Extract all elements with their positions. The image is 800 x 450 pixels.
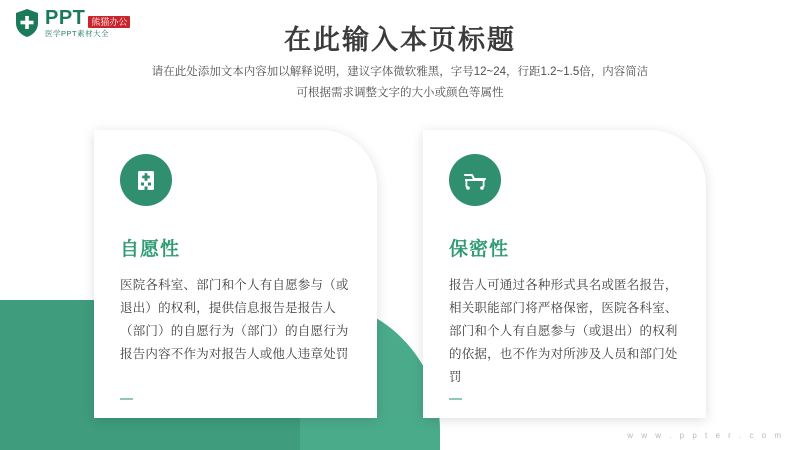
card-title: 自愿性: [120, 239, 181, 260]
card-divider: [449, 398, 462, 400]
logo-text: [45, 8, 130, 38]
hospital-building-icon: [120, 154, 172, 206]
card-confidential: [423, 130, 706, 418]
card-voluntary: [94, 130, 377, 418]
card-title: 保密性: [449, 239, 510, 260]
footer-watermark: w w w . p p t e r . c o m: [627, 431, 784, 440]
page-subtitle: [0, 62, 800, 104]
logo-tagline: 医学PPT素材大全: [45, 29, 110, 38]
shield-cross-icon: [14, 8, 40, 38]
page-subtitle-line1: 请在此处添加文本内容加以解释说明，建议字体微软雅黑，字号12~24，行距1.2~1.5倍，内容简洁: [151, 66, 649, 78]
logo-brand: PPT: [45, 7, 86, 29]
card-body: 医院各科室、部门和个人有自愿参与（或退出）的权利，提供信息报告是报告人（部门）的自愿行为（部门）的自愿行为报告内容不作为对报告人或他人违章处罚: [120, 278, 349, 361]
page-title: 在此输入本页标题: [284, 25, 516, 55]
logo: [14, 8, 130, 38]
page-subtitle-line2: 可根据需求调整文字的大小或颜色等属性: [296, 87, 504, 99]
card-divider: [120, 398, 133, 400]
logo-badge: 熊猫办公: [88, 16, 130, 28]
card-body: 报告人可通过各种形式具名或匿名报告，相关职能部门将严格保密，医院各科室、部门和个人有自愿参与（或退出）的权利的依据，也不作为对所涉及人员和部门处罚: [449, 278, 678, 384]
card-list: [0, 130, 800, 418]
hospital-bed-icon: [449, 154, 501, 206]
